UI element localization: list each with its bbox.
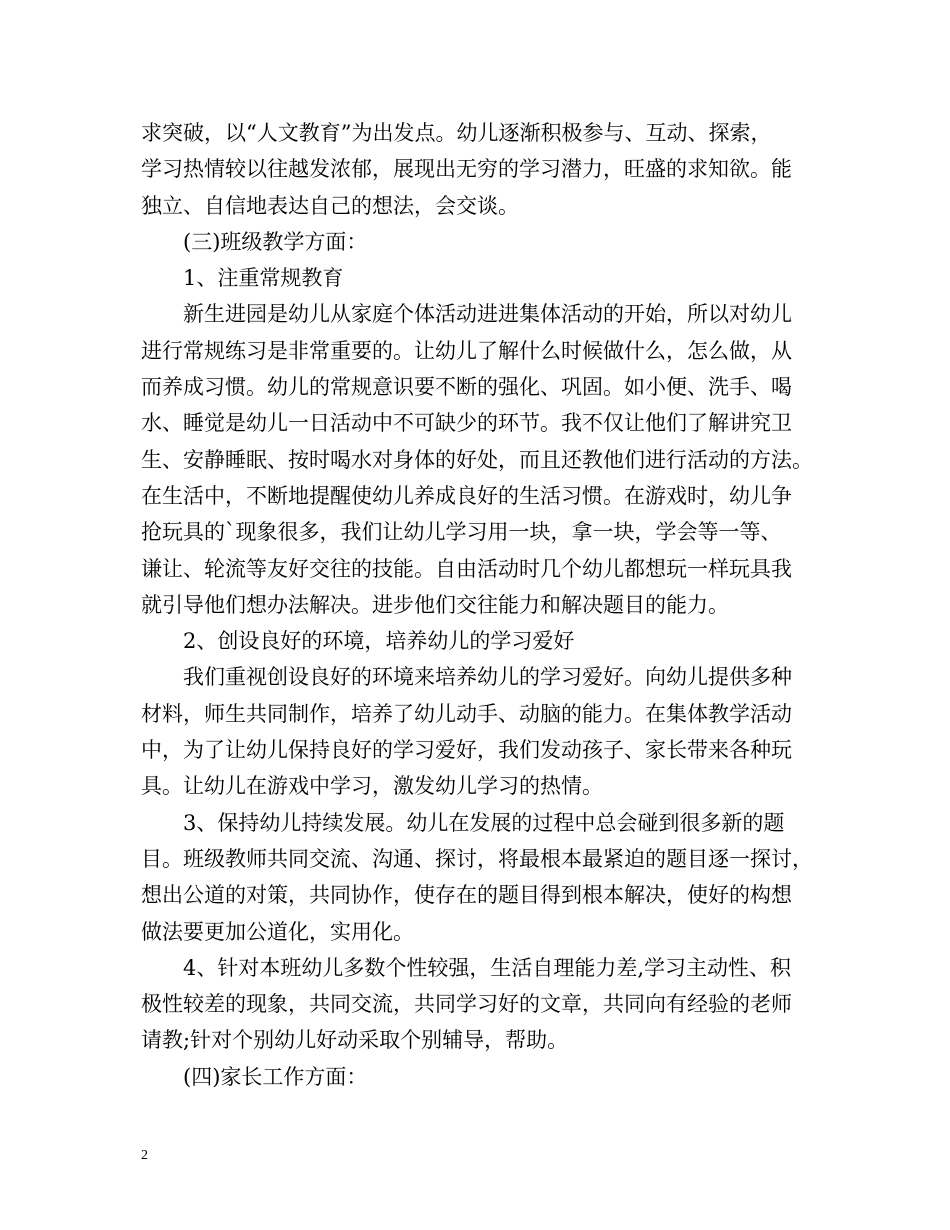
subsection-heading: 1、注重常规教育	[183, 266, 344, 291]
body-text-line: 独立、自信地表达自己的想法，会交谈。	[141, 193, 519, 218]
paragraph-first-line: 4、针对本班幼儿多数个性较强，生活自理能力差,学习主动性、积	[183, 955, 792, 980]
document-body	[141, 115, 821, 1095]
body-text-line: 请教;针对个别幼儿好动采取个别辅导，帮助。	[141, 1028, 569, 1053]
body-text-line: 生、安静睡眠、按时喝水对身体的好处，而且还教他们进行活动的方法。	[141, 447, 813, 472]
section-heading: (三)班级教学方面：	[183, 229, 368, 254]
body-text-line: 谦让、轮流等友好交往的技能。自由活动时几个幼儿都想玩一样玩具我	[141, 556, 792, 581]
body-text-line: 中，为了让幼儿保持良好的学习爱好，我们发动孩子、家长带来各种玩	[141, 738, 792, 763]
body-text-line: 极性较差的现象，共同交流，共同学习好的文章，共同向有经验的老师	[141, 992, 792, 1017]
body-text-line: 材料，师生共同制作，培养了幼儿动手、动脑的能力。在集体教学活动	[141, 701, 792, 726]
body-text-line: 进行常规练习是非常重要的。让幼儿了解什么时候做什么，怎么做，从	[141, 338, 792, 363]
body-text-line: 具。让幼儿在游戏中学习，激发幼儿学习的热情。	[141, 774, 603, 799]
paragraph-first-line: 我们重视创设良好的环境来培养幼儿的学习爱好。向幼儿提供多种	[183, 665, 792, 690]
body-text-line: 想出公道的对策，共同协作，使存在的题目得到根本解决，使好的构想	[141, 883, 792, 908]
body-text-line: 目。班级教师共同交流、沟通、探讨，将最根本最紧迫的题目逐一探讨，	[141, 846, 813, 871]
section-heading: (四)家长工作方面：	[183, 1064, 368, 1089]
page-number: 2	[141, 1148, 148, 1163]
body-text-line: 抢玩具的`现象很多，我们让幼儿学习用一块，拿一块，学会等一等、	[141, 520, 782, 545]
body-text-line: 水、睡觉是幼儿一日活动中不可缺少的环节。我不仅让他们了解讲究卫	[141, 411, 792, 436]
body-text-line: 而养成习惯。幼儿的常规意识要不断的强化、巩固。如小便、洗手、喝	[141, 375, 792, 400]
body-text-line: 就引导他们想办法解决。进步他们交往能力和解决题目的能力。	[141, 592, 729, 617]
paragraph-first-line: 3、保持幼儿持续发展。幼儿在发展的过程中总会碰到很多新的题	[183, 810, 785, 835]
subsection-heading: 2、创设良好的环境，培养幼儿的学习爱好	[183, 629, 575, 654]
body-text-line: 学习热情较以往越发浓郁，展现出无穷的学习潜力，旺盛的求知欲。能	[141, 157, 792, 182]
body-text-line: 求突破，以“人文教育”为出发点。幼儿逐渐积极参与、互动、探索，	[141, 121, 772, 145]
body-text-line: 做法要更加公道化，实用化。	[141, 919, 414, 944]
paragraph-first-line: 新生进园是幼儿从家庭个体活动进进集体活动的开始，所以对幼儿	[183, 302, 792, 327]
body-text-line: 在生活中，不断地提醒使幼儿养成良好的生活习惯。在游戏时，幼儿争	[141, 483, 792, 508]
